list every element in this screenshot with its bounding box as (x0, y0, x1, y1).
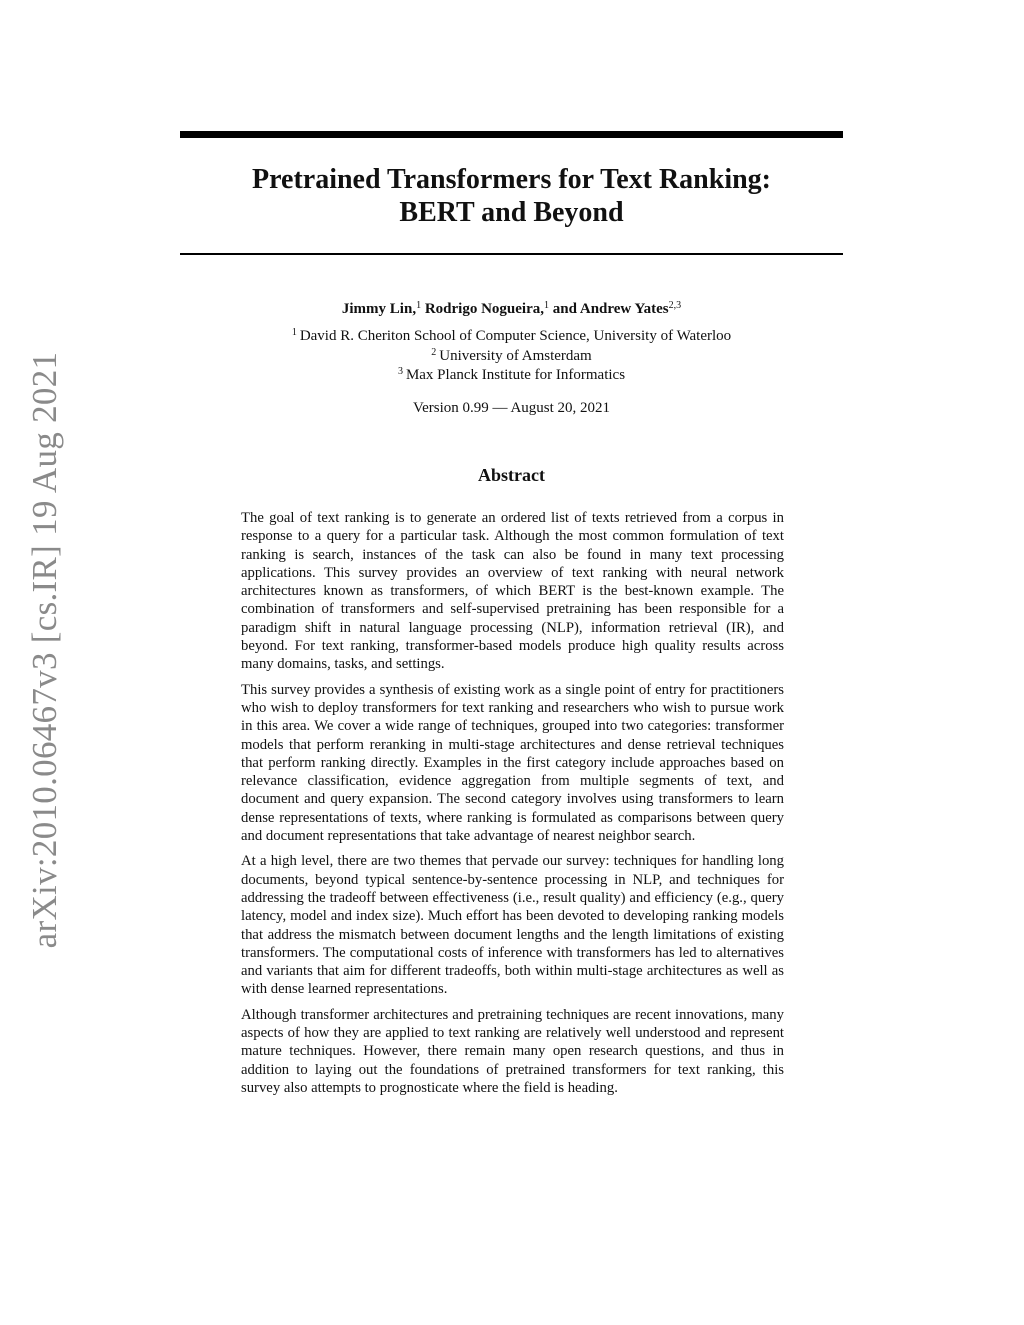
author-name: and Andrew Yates (552, 301, 669, 317)
affiliation-mark: 3 (397, 366, 403, 377)
affiliation-text: University of Amsterdam (439, 347, 592, 364)
author-name: Jimmy Lin, (341, 301, 417, 317)
paper-title (180, 163, 843, 229)
title-line-1: Pretrained Transformers for Text Ranking: (251, 164, 771, 195)
abstract-paragraph: The goal of text ranking is to generate an ordered list of texts retrieved from a corpus in response to a query for a particular task. Although the most common formulation of text ranking is search, instances of the task can also be found in many text processing applications. This survey provides an overview of text ranking with neural network architectures known as transformers, of which BERT is the best-known example. The combination of transformers and self-supervised pretraining has been responsible for a paradigm shift in natural language processing (NLP), information retrieval (IR), and beyond. For text ranking, transformer-based models produce high quality results across many domains, tasks, and settings. (241, 510, 784, 673)
title-bottom-rule (180, 253, 843, 255)
abstract-body (241, 509, 784, 1104)
title-top-rule (180, 131, 843, 138)
affiliation-item (180, 366, 843, 386)
author-affiliation-mark: 1 (544, 300, 549, 311)
author-affiliation-mark: 2,3 (668, 300, 682, 311)
affiliation-list (180, 327, 843, 386)
title-line-2: BERT and Beyond (399, 197, 624, 228)
arxiv-stamp-text: arXiv:2010.06467v3 [cs.IR] 19 Aug 2021 (25, 351, 64, 949)
abstract-paragraph: Although transformer architectures and pretraining techniques are recent innovations, many aspects of how they are applied to text ranking are relatively well understood and represent mature techniques. However, there remain many open research questions, and thus in addition to laying out the foundations of pretrained transformers for text ranking, this survey also attempts to prognosticate where the field is heading. (241, 1006, 784, 1096)
abstract-paragraph: This survey provides a synthesis of existing work as a single point of entry for practitioners who wish to deploy transformers for text ranking and researchers who wish to pursue work in this area. We cover a wide range of techniques, grouped into two categories: transformer models that perform reranking in multi-stage architectures and dense retrieval techniques that perform ranking directly. Examples in the first category include approaches based on relevance classification, evidence aggregation from multiple segments of text, and document and query expansion. The second category involves using transformers to learn dense representations of texts, where ranking is formulated as comparisons between query and document representations that take advantage of nearest neighbor search. (241, 681, 784, 845)
abstract-paragraph: At a high level, there are two themes that pervade our survey: techniques for handling long documents, beyond typical sentence-by-sentence processing in NLP, and techniques for addressing the tradeoff between effectiveness (i.e., result quality) and efficiency (e.g., query latency, model and index size). Much effort has been devoted to developing ranking models that address the mismatch between document lengths and the length limitations of existing transformers. The computational costs of inference with transformers has led to alternatives and variants that aim for different tradeoffs, both within multi-stage architectures as well as with dense learned representations. (241, 853, 784, 998)
affiliation-mark: 1 (291, 327, 297, 338)
abstract-heading: Abstract (478, 465, 545, 485)
author-affiliation-mark: 1 (416, 300, 422, 311)
author-name: Rodrigo Nogueira, (424, 301, 544, 317)
affiliation-text: Max Planck Institute for Informatics (405, 367, 626, 383)
affiliation-item (180, 347, 843, 367)
affiliation-mark: 2 (431, 346, 437, 358)
affiliation-item (180, 327, 843, 347)
author-list (180, 299, 843, 319)
affiliation-text: David R. Cheriton School of Computer Science, University of Waterloo (299, 328, 732, 344)
version-date: Version 0.99 — August 20, 2021 (412, 400, 611, 416)
